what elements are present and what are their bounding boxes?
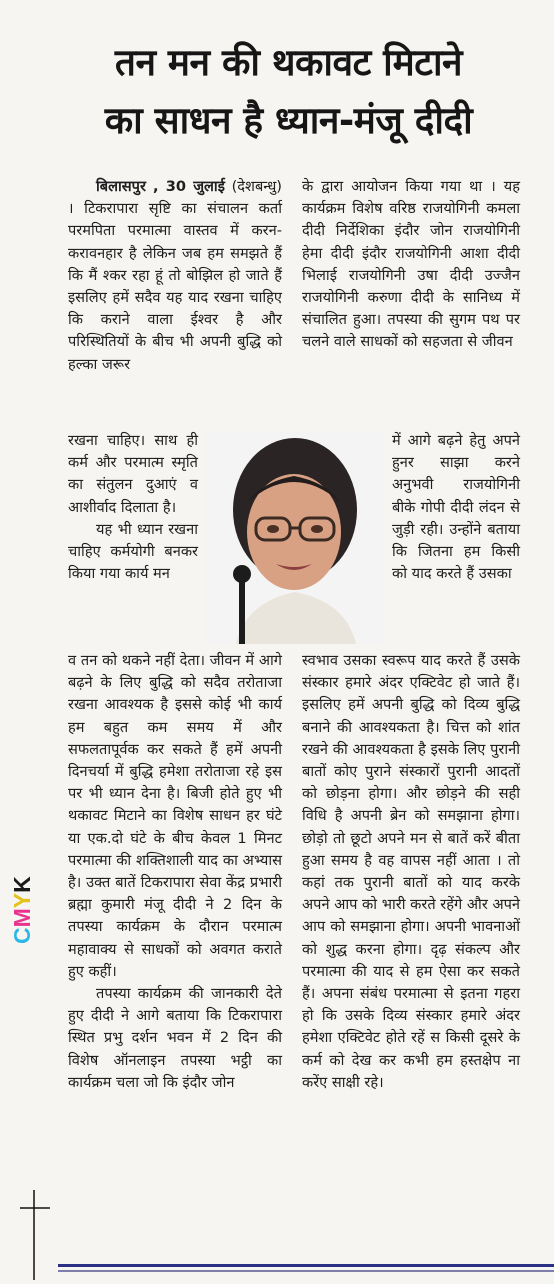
bottom-rule bbox=[58, 1264, 554, 1267]
speaker-portrait-image bbox=[206, 432, 384, 644]
paragraph-organised-by: के द्वारा आयोजन किया गया था । यह कार्यक्रम विशेष वरिष्ठ राजयोगिनी कमला दीदी निर्देशिका इंदौर जोन राजयोगिनी हेमा दीदी इंदौर राजयोगिनी आशा दीदी भिलाई राजयोगिनी उषा दीदी उज्जैन राजयोगिनी करुणा दीदी के सानिध्य में संचालित हुआ। तपस्या की सुगम पथ पर चलने वाले साधकों को सहजता से जीवन bbox=[302, 178, 520, 351]
paragraph-sanskar: स्वभाव उसका स्वरूप याद करते हैं उसके संस्कार हमारे अंदर एक्टिवेट हो जाते हैं। इसलिए हमें अपनी बुद्धि को दिव्य बुद्धि बनाने की आवश्यकता है। चित्त को शांत रखने की आवश्यकता है इसके लिए पुरानी बातों कोए पुराने संस्कारों पुरानी आदतों को छोड़ना होगा। और छोड़ने की सही विधि है अपनी ब्रेन को समझाना होगा। छोड़ो तो छूटो अपने मन से बातें करें बीता हुआ समय है वह वापस नहीं आता । तो कहां तक पुरानी बातों को याद करके अपने आप को भारी करते रहेंगे और अपने आप को समझाना होगा। अपनी भावनाओं को शुद्ध करना होगा। दृढ़ संकल्प और परमात्मा की याद से हम ऐसा कर सकते हैं। अपना संबंध परमात्मा से इतना गहरा हो कि उसके दिव्य संस्कार हमारे अंदर हमेशा एक्टिवेट होते रहें स किसी दूसरे के कर्म को देख कर कभी हम हस्तक्षेप ना करेंए साक्षी रहे। bbox=[302, 652, 520, 1091]
column-left-mid bbox=[68, 430, 198, 585]
bottom-rule-secondary bbox=[58, 1270, 554, 1272]
cmyk-print-mark bbox=[6, 856, 36, 946]
column-left-bottom bbox=[68, 650, 282, 1094]
paragraph-tapasya-info: तपस्या कार्यक्रम की जानकारी देते हुए दीदी ने आगे बताया कि टिकरापारा स्थित प्रभु दर्शन भवन में 2 दिन की विशेष ऑनलाइन तपस्या भट्ठी का कार्यक्रम चला जो कि इंदौर जोन bbox=[68, 985, 282, 1091]
cmyk-y: Y bbox=[9, 892, 35, 909]
cmyk-c: C bbox=[9, 927, 35, 944]
speaker-photo bbox=[206, 432, 384, 644]
cmyk-m: M bbox=[9, 908, 35, 928]
column-right-mid bbox=[392, 430, 520, 585]
paragraph-karma-balance: रखना चाहिए। साथ ही कर्म और परमात्म स्मृति का संतुलन दुआएं व आशीर्वाद दिलाता है। bbox=[68, 432, 198, 516]
headline-line-2: का साधन है ध्यान-मंजू दीदी bbox=[104, 99, 473, 142]
paragraph-mind-body: व तन को थकने नहीं देता। जीवन में आगे बढ़ने के लिए बुद्धि को सदैव तरोताजा रखना आवश्यक है इससे कोई भी कार्य हम बहुत कम समय में और सफलतापूर्वक कर सकते हैं हमें अपनी दिनचर्या में बुद्धि हमेशा तरोताजा रहे इस पर भी ध्यान देना है। बिजी होते हुए भी थकावट मिटाने का विशेष साधन हर घंटे या एक.दो घंटे के बीच केवल 1 मिनट परमात्मा की शक्तिशाली याद का अभ्यास है। उक्त बातें टिकरापारा सेवा केंद्र प्रभारी ब्रह्मा कुमारी मंजू दीदी ने 2 दिन के तपस्या कार्यक्रम के दौरान परमात्म महावाक्य से साधकों को अवगत कराते हुए कहीं। bbox=[68, 652, 282, 980]
registration-mark bbox=[20, 1190, 50, 1280]
paragraph-karmayogi: यह भी ध्यान रखना चाहिए कर्मयोगी बनकर किया गया कार्य मन bbox=[68, 520, 198, 583]
headline-line-1: तन मन की थकावट मिटाने bbox=[114, 41, 463, 84]
cmyk-k: K bbox=[9, 876, 35, 893]
column-right-bottom bbox=[302, 650, 520, 1094]
column-right-top bbox=[302, 176, 520, 354]
headline bbox=[36, 34, 541, 150]
column-left-top bbox=[68, 176, 282, 376]
paragraph-intro: (देशबन्धु) । टिकरापारा सृष्टि का संचालन कर्ता परमपिता परमात्मा वास्तव में करन-करावनहार है लेकिन जब हम समझते हैं कि मैं श्कर रहा हूं तो बोझिल हो जाते हैं इसलिए हमें सदैव यह याद रखना चाहिए कि कराने वाला ईश्वर है और परिस्थितियों के बीच भी अपनी बुद्धि को हल्का जरूर bbox=[68, 178, 282, 373]
svg-text:CMYK bbox=[9, 876, 35, 944]
paragraph-gopi-didi: में आगे बढ़ने हेतु अपने हुनर साझा करने अनुभवी राजयोगिनी बीके गोपी दीदी लंदन से जुड़ी रही। उन्होंने बताया कि जितना हम किसी को याद करते हैं उसका bbox=[392, 432, 520, 583]
dateline: बिलासपुर , 30 जुलाई bbox=[96, 178, 225, 195]
